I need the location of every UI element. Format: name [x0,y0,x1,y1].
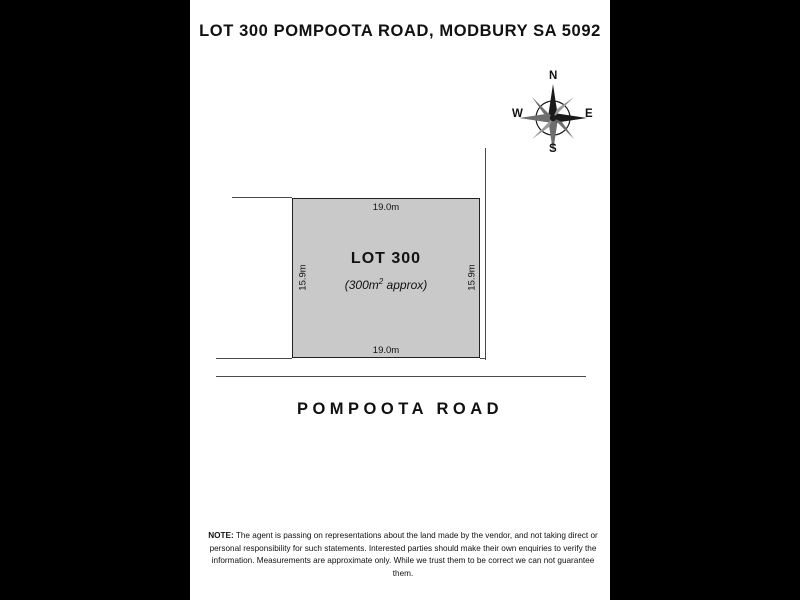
lot-area-label [292,277,480,292]
boundary-line-bottom-right [480,358,486,359]
dimension-left: 15.9m [297,264,309,291]
boundary-line-vertical-right [485,148,486,360]
compass-south-label: S [549,143,557,155]
road-name-label: POMPOOTA ROAD [296,400,504,418]
dimension-top: 19.0m [372,202,400,213]
boundary-line-bottom-left [216,358,292,359]
road-edge-line [216,376,586,377]
disclaimer-text: The agent is passing on representations about the land made by the vendor, and not taking direct or personal responsibility for such statements. Interested parties should make their own enquiries to verify the information. Measurements are approximate only. While we trust them to be correct we can not guarantee them. [209,531,598,578]
compass-rose [505,70,601,166]
lot-area-text: (300m [344,278,379,292]
disclaimer-prefix: NOTE: [208,531,234,540]
lot-area-suffix: approx) [383,278,428,292]
compass-north-label: N [549,70,558,82]
boundary-line-top-left [232,197,292,198]
lot-area-superscript: 2 [378,277,384,286]
compass-east-label: E [585,108,593,120]
compass-west-label: W [512,108,523,120]
dimension-bottom: 19.0m [372,345,400,356]
lot-label: LOT 300 [350,250,422,267]
page-title: LOT 300 POMPOOTA ROAD, MODBURY SA 5092 [199,22,601,40]
dimension-right: 15.9m [466,264,478,291]
disclaimer-note [203,530,603,580]
